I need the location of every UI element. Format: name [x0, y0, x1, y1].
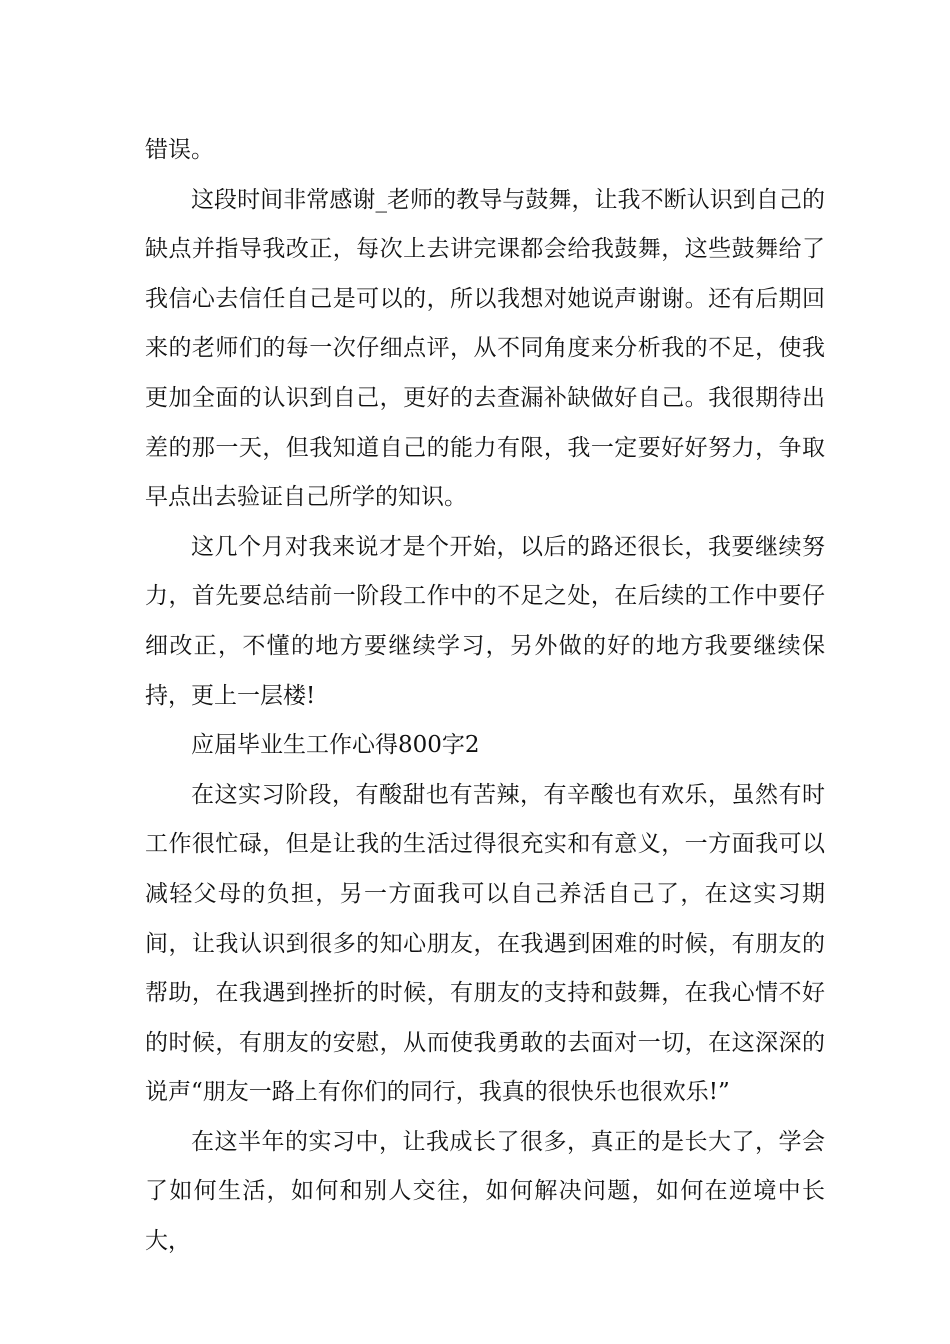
document-body — [145, 126, 825, 1267]
paragraph-4: 在这实习阶段，有酸甜也有苦辣，有辛酸也有欢乐，虽然有时工作很忙碌，但是让我的生活过得很充实和有意义，一方面我可以减轻父母的负担，另一方面我可以自己养活自己了，在这实习期间，让我认识到很多的知心朋友，在我遇到困难的时候，有朋友的帮助，在我遇到挫折的时候，有朋友的支持和鼓舞，在我心情不好的时候，有朋友的安慰，从而使我勇敢的去面对一切，在这深深的说声“朋友一路上有你们的同行，我真的很快乐也很欢乐!” — [145, 781, 825, 1106]
paragraph-2: 这段时间非常感谢_老师的教导与鼓舞，让我不断认识到自己的缺点并指导我改正，每次上去讲完课都会给我鼓舞，这些鼓舞给了我信心去信任自己是可以的，所以我想对她说声谢谢。还有后期回来的老师们的每一次仔细点评，从不同角度来分析我的不足，使我更加全面的认识到自己，更好的去查漏补缺做好自己。我很期待出差的那一天，但我知道自己的能力有限，我一定要好好努力，争取早点出去验证自己所学的知识。 — [145, 186, 825, 511]
paragraph-1: 错误。 — [145, 137, 214, 163]
paragraph-5: 在这半年的实习中，让我成长了很多，真正的是长大了，学会了如何生活，如何和别人交往，如何解决问题，如何在逆境中长大， — [145, 1128, 825, 1255]
paragraph-3: 这几个月对我来说才是个开始，以后的路还很长，我要继续努力，首先要总结前一阶段工作中的不足之处，在后续的工作中要仔细改正，不懂的地方要继续学习，另外做的好的地方我要继续保持，更上一层楼! — [145, 533, 825, 709]
section-heading: 应届毕业生工作心得800字2 — [191, 732, 480, 759]
